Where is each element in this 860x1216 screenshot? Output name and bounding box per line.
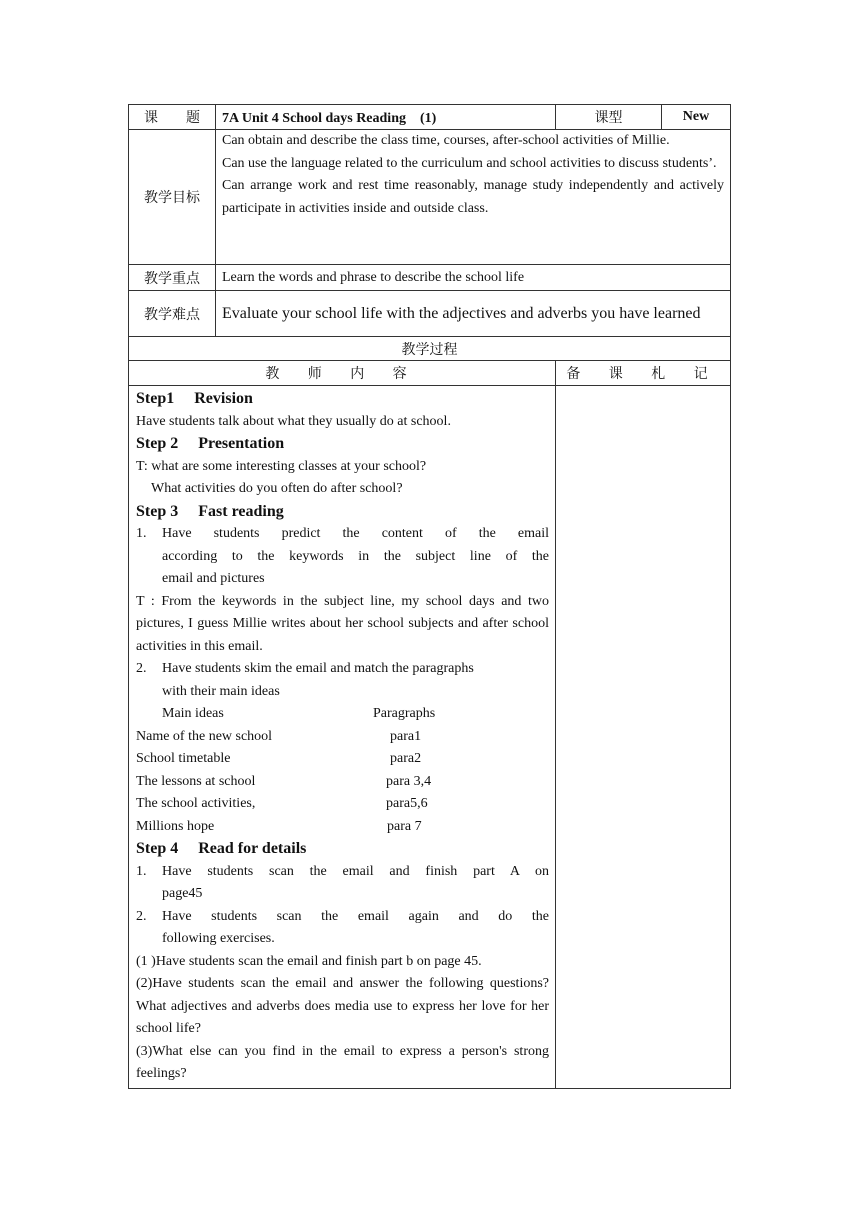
step-title: Fast reading — [198, 502, 284, 520]
list-item — [136, 906, 549, 951]
step-text: Have students talk about what they usually do at school. — [136, 413, 451, 429]
match-row — [136, 816, 549, 839]
list-item — [136, 523, 549, 591]
match-row — [136, 726, 549, 749]
match-para: para 7 — [387, 818, 422, 834]
difficulties-row — [129, 291, 731, 337]
key-points-label: 教学重点 — [129, 265, 216, 291]
step-title: Revision — [194, 390, 253, 407]
objectives-label: 教学目标 — [129, 130, 216, 265]
difficulties-value: Evaluate your school life with the adjectives and adverbs you have learned — [216, 291, 731, 337]
lesson-plan-table — [128, 104, 731, 1089]
step-heading — [136, 433, 549, 456]
match-head-paragraphs: Paragraphs — [373, 706, 436, 721]
match-idea: The lessons at school — [136, 773, 256, 789]
list-text: according to the keywords in the subject line of the — [162, 548, 549, 564]
objective-item: Can use the language related to the curriculum and school activities to discuss students’. — [222, 155, 717, 171]
step-heading — [136, 838, 549, 861]
step-text: T : From the keywords in the subject line, my school days and two pictures, I guess Millie writes about her school subjects and after school activities in this email. — [136, 593, 549, 654]
objective-item: Can obtain and describe the class time, courses, after-school activities of Millie. — [222, 133, 670, 148]
objective-item: Can arrange work and rest time reasonably, manage study independently and actively participate in activities inside and outside class. — [222, 178, 724, 216]
objectives-row — [129, 130, 731, 265]
key-points-row — [129, 265, 731, 291]
match-para: para5,6 — [386, 796, 428, 811]
process-title-row — [129, 337, 731, 361]
match-para: para1 — [390, 728, 422, 744]
match-idea: Name of the new school — [136, 728, 273, 744]
step-text: (1 )Have students scan the email and finish part b on page 45. — [136, 953, 482, 969]
list-number: 1. — [136, 863, 147, 879]
match-para: para 3,4 — [386, 773, 432, 789]
topic-label: 课 题 — [129, 105, 216, 130]
match-idea: Millions hope — [136, 818, 215, 834]
type-value: New — [662, 105, 731, 130]
step-number: Step 4 — [136, 840, 179, 857]
match-row — [136, 793, 549, 816]
topic-row — [129, 105, 731, 130]
step-title: Read for details — [198, 840, 307, 857]
process-title: 教学过程 — [129, 337, 731, 361]
objectives-content — [216, 130, 731, 265]
step-text: T: what are some interesting classes at your school? — [136, 458, 427, 474]
teacher-content-header: 教 师 内 容 — [129, 361, 556, 386]
list-item — [136, 861, 549, 906]
match-head-main-ideas: Main ideas — [162, 706, 224, 721]
process-header-row — [129, 361, 731, 386]
list-number: 2. — [136, 908, 147, 924]
teacher-content — [129, 386, 556, 1089]
topic-value: 7A Unit 4 School days Reading (1) — [216, 105, 556, 130]
step-heading — [136, 388, 549, 411]
list-text: Have students scan the email and finish part A on — [162, 863, 549, 879]
list-text: with their main ideas — [162, 683, 280, 699]
match-row — [136, 748, 549, 771]
list-number: 2. — [136, 661, 147, 676]
list-text: Have students predict the content of the email — [162, 526, 549, 541]
list-item — [136, 658, 549, 703]
list-number: 1. — [136, 526, 147, 541]
key-points-value: Learn the words and phrase to describe the school life — [216, 265, 731, 291]
step-heading — [136, 501, 549, 524]
process-body-row — [129, 386, 731, 1089]
match-idea: School timetable — [136, 751, 231, 766]
match-idea: The school activities, — [136, 796, 256, 811]
type-label: 课型 — [556, 105, 662, 130]
match-row — [136, 771, 549, 794]
step-number: Step1 — [136, 390, 175, 407]
step-text: What activities do you often do after school? — [151, 481, 403, 496]
difficulties-label: 教学难点 — [129, 291, 216, 337]
list-text: following exercises. — [162, 931, 275, 946]
list-text: page45 — [162, 886, 203, 901]
step-number: Step 3 — [136, 502, 179, 520]
step-text: (2)Have students scan the email and answer the following questions? What adjectives and adverbs does media use to express her love for her school life? — [136, 976, 549, 1036]
step-text: (3)What else can you find in the email to express a person's strong feelings? — [136, 1043, 549, 1081]
match-para: para2 — [390, 751, 422, 766]
notes-header: 备 课 札 记 — [556, 361, 731, 386]
notes-cell — [556, 386, 731, 1089]
list-text: Have students scan the email again and do the — [162, 908, 549, 924]
step-number: Step 2 — [136, 435, 179, 452]
step-title: Presentation — [198, 435, 285, 452]
list-text: email and pictures — [162, 571, 265, 586]
list-text: Have students skim the email and match the paragraphs — [162, 661, 474, 676]
match-header — [136, 703, 549, 726]
